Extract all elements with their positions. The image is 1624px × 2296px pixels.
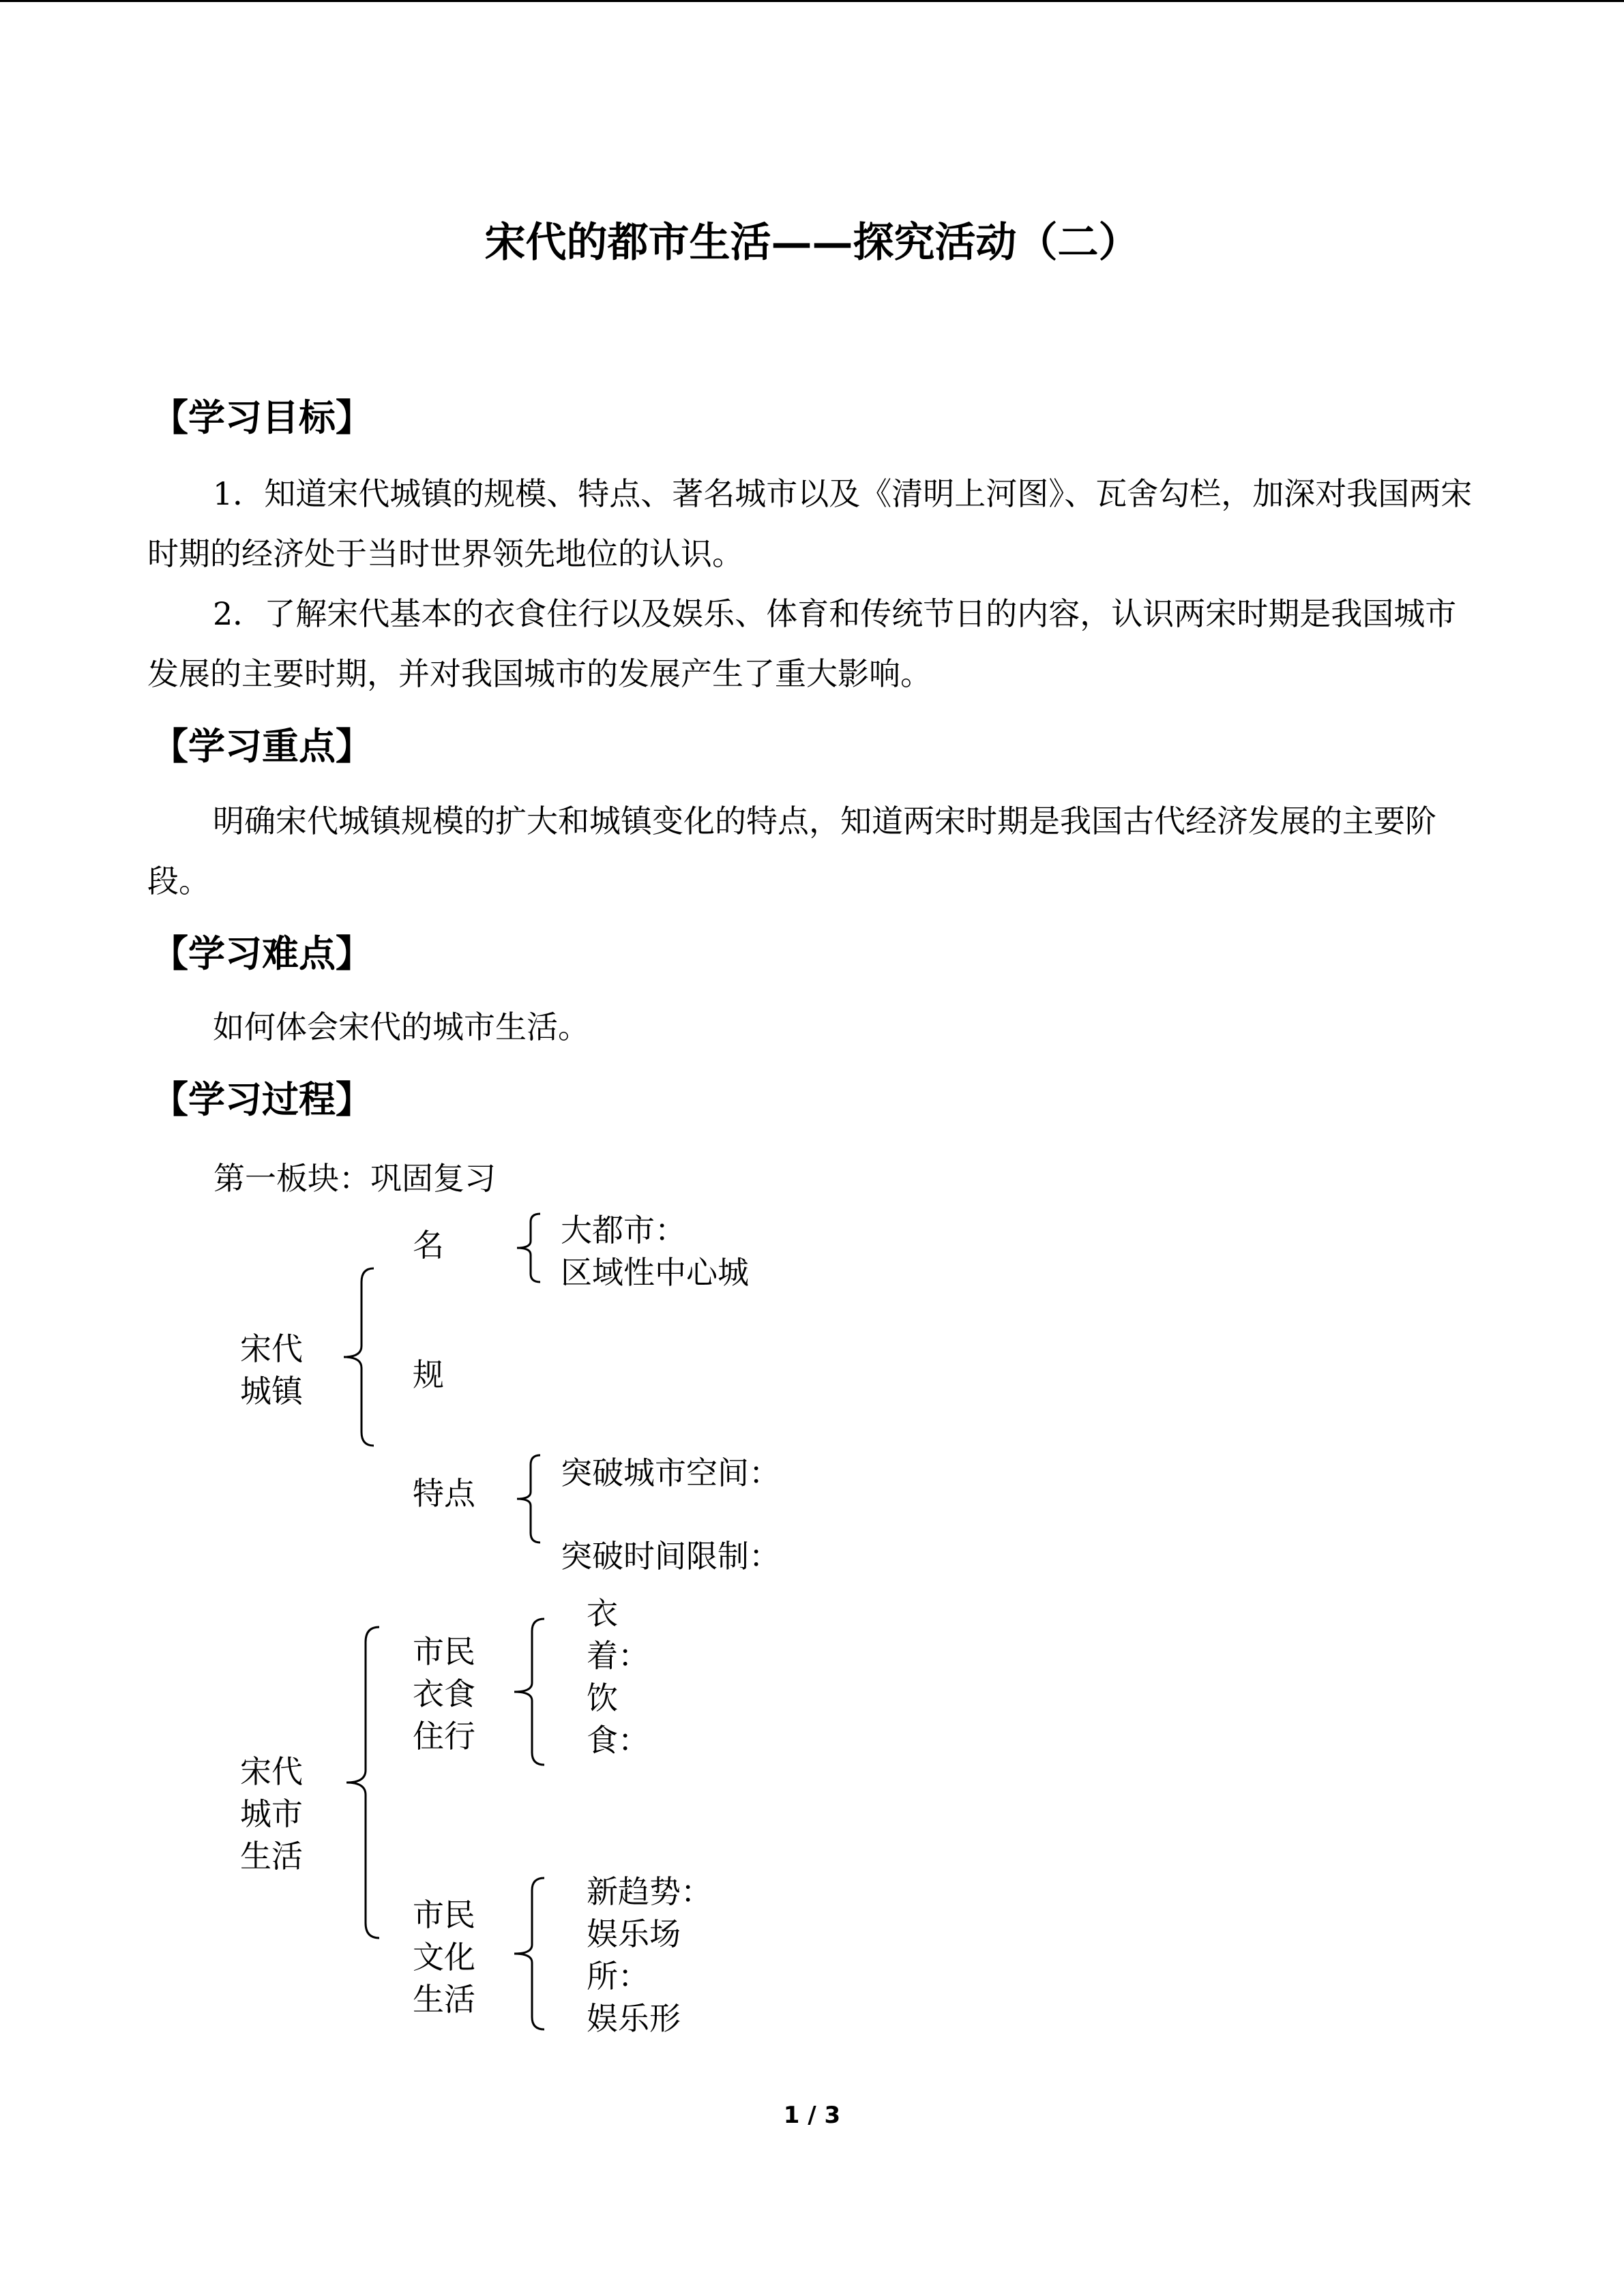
diagram2-wenhua-item-4: 娱乐形 (587, 2000, 681, 2037)
page-title: 宋代的都市生活——探究活动（二） (484, 219, 1140, 267)
diagram1-tedian-item-1: 突破城市空间： (561, 1455, 780, 1491)
key-points-text: 明确宋代城镇规模的扩大和城镇变化的特点，知道两宋时期是我国古代经济发展的主要阶段。 (147, 803, 1436, 899)
diagram2-root-line1: 宋代 (240, 1753, 303, 1790)
diagram2-wenhua-label-2: 文化 (413, 1939, 475, 1976)
diagram1-ming-item-1: 大都市： (561, 1212, 686, 1249)
diagram2-yishi-label-3: 住行 (413, 1718, 475, 1755)
diagram2-yishi-label-1: 市民 (413, 1633, 475, 1670)
diagram1-tedian-item-2: 突破时间限制： (561, 1538, 780, 1575)
diagram2-yishi-item-3: 饮 (587, 1680, 618, 1716)
difficulties-text: 如何体会宋代的城市生活。 (213, 1009, 589, 1045)
diagram2-yishi-brace (510, 1617, 548, 1766)
diagram2-yishi-label-2: 衣食 (413, 1675, 475, 1712)
heading-key-points: 【学习重点】 (151, 724, 372, 768)
objective-item-2: 2．了解宋代基本的衣食住行以及娱乐、体育和传统节日的内容，认识两宋时期是我国城市发展的主要时期，并对我国城市的发展产生了重大影响。 (147, 595, 1457, 692)
diagram2-yishi-item-4: 食： (587, 1722, 649, 1759)
diagram2-wenhua-item-3: 所： (587, 1958, 649, 1995)
diagram1-ming-label: 名 (413, 1227, 444, 1264)
diagram2-yishi-item-2: 着： (587, 1637, 649, 1674)
diagram2-wenhua-label-1: 市民 (413, 1896, 475, 1933)
diagram2-wenhua-item-1: 新趋势： (587, 1873, 712, 1910)
page-number: 1 / 3 (783, 2102, 841, 2129)
objective-item-1: 1．知道宋代城镇的规模、特点、著名城市以及《清明上河图》、瓦舍勾栏，加深对我国两宋时期的经济处于当时世界领先地位的认识。 (147, 475, 1473, 572)
diagram2-root-line3: 生活 (240, 1838, 303, 1875)
diagram1-ming-brace (513, 1212, 544, 1283)
top-border-line (0, 0, 1624, 2)
diagram2-root-line2: 城市 (240, 1795, 303, 1832)
diagram1-ming-item-2: 区域性中心城 (561, 1254, 749, 1291)
heading-difficulties: 【学习难点】 (151, 931, 372, 975)
diagram1-tedian-brace (513, 1454, 544, 1544)
diagram2-wenhua-brace (510, 1877, 548, 2031)
diagram2-wenhua-item-2: 娱乐场 (587, 1915, 681, 1952)
diagram2-root-brace (341, 1626, 383, 1939)
diagram1-tedian-label: 特点 (413, 1475, 475, 1512)
heading-objectives: 【学习目标】 (151, 396, 372, 439)
heading-process: 【学习过程】 (151, 1077, 372, 1121)
diagram1-root-line1: 宋代 (240, 1330, 303, 1367)
diagram1-gui-label: 规 (413, 1356, 444, 1393)
block1-label: 第一板块：巩固复习 (213, 1160, 496, 1197)
diagram2-wenhua-label-3: 生活 (413, 1981, 475, 2018)
diagram1-root-brace (338, 1267, 379, 1447)
diagram1-root-line2: 城镇 (240, 1373, 303, 1410)
diagram2-yishi-item-1: 衣 (587, 1595, 618, 1632)
